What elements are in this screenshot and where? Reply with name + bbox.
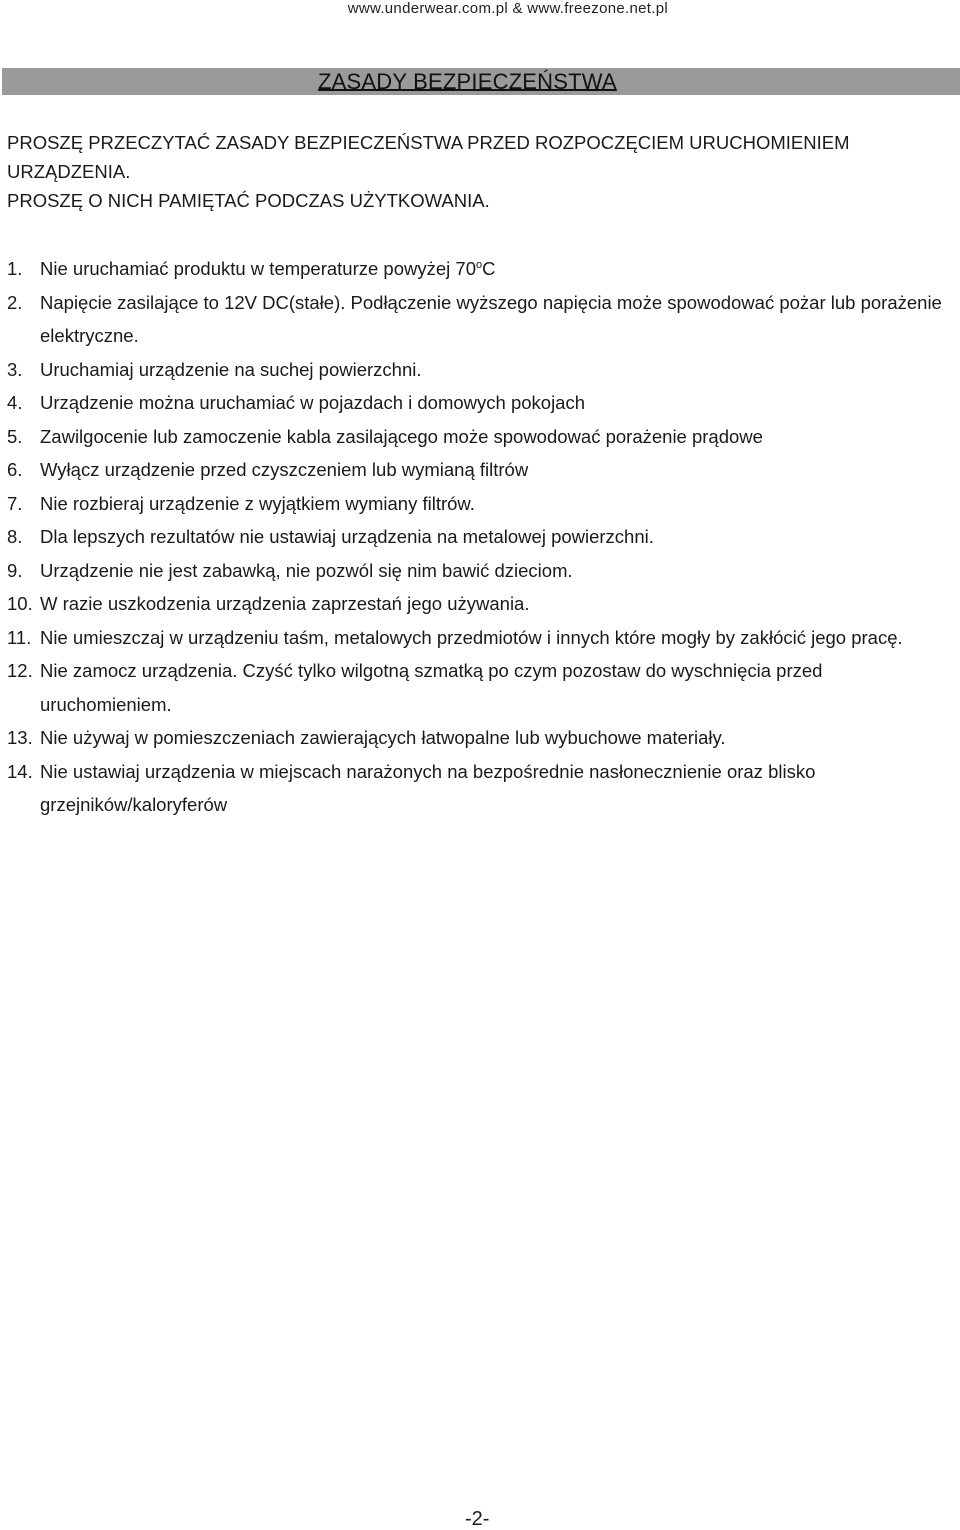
safety-rule-14 [0,755,960,822]
rule-number: 11. [7,626,32,648]
page-title: ZASADY BEZPIECZEŃSTWA [318,69,617,94]
intro-line-read-before-use: PROSZĘ PRZECZYTAĆ ZASADY BEZPIECZEŃSTWA PRZED ROZPOCZĘCIEM URUCHOMIENIEM URZĄDZENIA. [7,132,850,182]
rule-text: Urządzenie nie jest zabawką, nie pozwól się nim bawić dzieciom. [40,559,573,581]
rule-text [40,252,945,286]
safety-rule-10 [0,587,960,621]
header-website-links: www.underwear.com.pl & www.freezone.net.pl [347,0,668,17]
degree-superscript: o [476,258,483,271]
rule-text: Nie umieszczaj w urządzeniu taśm, metalowych przedmiotów i innych które mogły by zakłócić jego pracę. [40,626,903,648]
rule-text: Zawilgocenie lub zamoczenie kabla zasilającego może spowodować porażenie prądowe [40,425,763,447]
rule-number: 6. [7,459,23,480]
rule-text: Nie używaj w pomieszczeniach zawierających łatwopalne lub wybuchowe materiały. [40,727,726,748]
rule-text: Nie rozbieraj urządzenie z wyjątkiem wymiany filtrów. [40,492,475,514]
rule-number: 10. [7,593,33,614]
rule-number: 4. [7,392,23,413]
rule-number: 9. [7,559,23,581]
intro-notice [7,128,957,215]
safety-rule-4 [0,386,960,420]
rule-text: Nie zamocz urządzenia. Czyść tylko wilgotną szmatką po czym pozostaw do wyschnięcia przed uruchomieniem. [40,660,823,715]
intro-line-remember: PROSZĘ O NICH PAMIĘTAĆ PODCZAS UŻYTKOWANIA. [7,190,490,211]
rule-number: 13. [7,727,33,748]
rule-number: 1. [7,258,23,279]
safety-rule-5 [0,420,960,454]
rule-text: W razie uszkodzenia urządzenia zaprzestań jego używania. [40,593,530,614]
safety-rules-list [0,252,960,822]
safety-rule-6 [0,453,960,487]
safety-rule-11 [0,621,960,655]
rule-number: 3. [7,358,23,380]
rule-number: 12. [7,660,33,681]
safety-rule-7 [0,487,960,521]
safety-rule-8 [0,520,960,554]
rule-text: Dla lepszych rezultatów nie ustawiaj urządzenia na metalowej powierzchni. [40,526,654,547]
rule-text: Napięcie zasilające to 12V DC(stałe). Podłączenie wyższego napięcia może spowodować pożar lub porażenie elektryczne. [40,291,942,346]
rule-text: Urządzenie można uruchamiać w pojazdach i domowych pokojach [40,392,586,413]
rule-number: 2. [7,291,23,313]
safety-rule-12 [0,654,960,721]
safety-rule-3 [0,353,960,387]
rule-text-main: Nie uruchamiać produktu w temperaturze powyżej 70 [40,258,476,279]
rule-text: Nie ustawiaj urządzenia w miejscach narażonych na bezpośrednie nasłonecznienie oraz blisko grzejników/kaloryferów [40,760,816,815]
safety-rule-13 [0,721,960,755]
safety-rule-9 [0,554,960,588]
rule-text: Wyłącz urządzenie przed czyszczeniem lub wymianą filtrów [40,459,529,480]
rule-number: 8. [7,526,23,547]
rule-number: 14. [7,760,33,782]
rule-text-unit: C [482,258,496,279]
rule-number: 7. [7,492,23,514]
page-number: -2- [465,1508,490,1530]
rule-number: 5. [7,425,23,447]
rule-text: Uruchamiaj urządzenie na suchej powierzchni. [40,358,422,380]
safety-rule-2 [0,286,960,353]
safety-rule-1 [0,252,960,286]
